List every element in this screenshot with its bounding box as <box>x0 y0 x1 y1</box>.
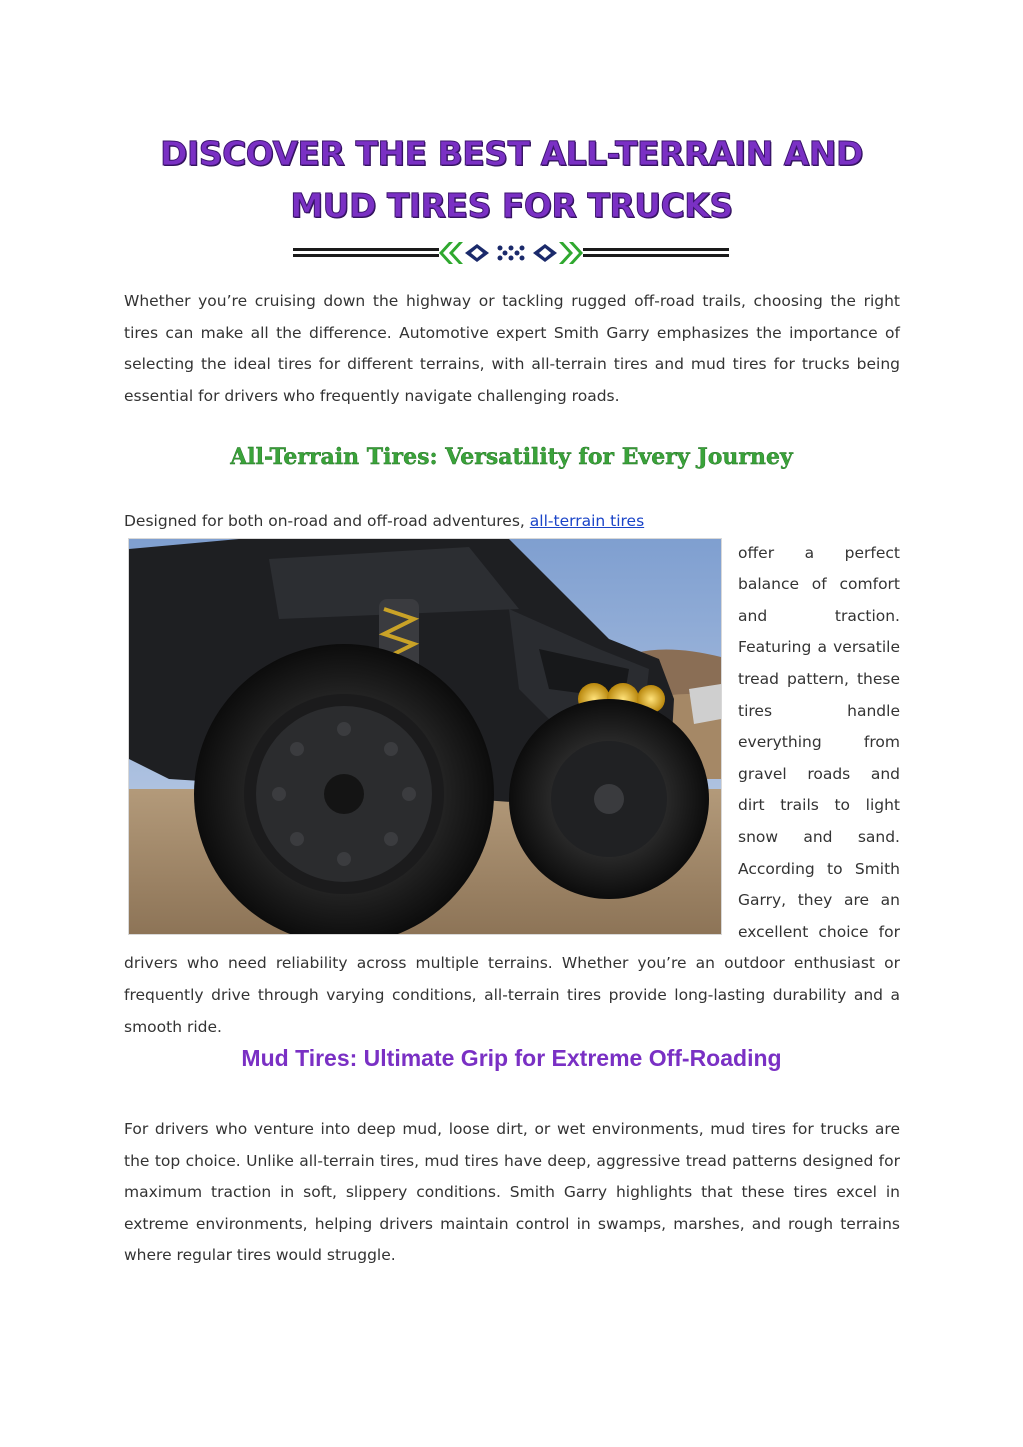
all-terrain-section-body <box>124 506 900 1043</box>
off-road-vehicle-photo <box>128 538 722 935</box>
ornamental-divider <box>293 240 729 266</box>
page-title <box>0 128 1023 232</box>
section-heading-mud-tires: Mud Tires: Ultimate Grip for Extreme Off-Roading <box>241 1045 782 1071</box>
all-terrain-tires-link[interactable]: all-terrain tires <box>529 512 645 530</box>
intro-paragraph: Whether you’re cruising down the highway or tackling rugged off-road trails, choosing the right tires can make all the difference. Automotive expert Smith Garry emphasizes the importance of selecting the ideal tires for different terrains, with all-terrain tires and mud tires for trucks being essential for drivers who frequently navigate challenging roads. <box>124 292 900 405</box>
mud-tires-paragraph: For drivers who venture into deep mud, loose dirt, or wet environments, mud tires for trucks are the top choice. Unlike all-terrain tires, mud tires have deep, aggressive tread patterns designed for maximum traction in soft, slippery conditions. Smith Garry highlights that these tires excel in extreme environments, helping drivers maintain control in swamps, marshes, and rough terrains where regular tires would struggle. <box>124 1120 900 1265</box>
title-line-1: DISCOVER THE BEST ALL-TERRAIN AND <box>160 134 863 173</box>
title-line-2: MUD TIRES FOR TRUCKS <box>290 186 733 225</box>
section-heading-all-terrain: All-Terrain Tires: Versatility for Every Journey <box>230 444 793 470</box>
paragraph-text-lead: Designed for both on-road and off-road adventures, <box>124 512 530 530</box>
paragraph-text-rest: offer a perfect balance of comfort and traction. Featuring a versatile tread pattern, these tires handle everything from gravel roads and dirt trails to light snow and sand. According to Smith Garry, they are an excellent choice for drivers who need reliability across multiple terrains. Whether you’re an outdoor enthusiast or frequently drive through varying conditions, all-terrain tires provide long-lasting durability and a smooth ride. <box>124 543 900 1036</box>
all-terrain-paragraph <box>124 506 900 1043</box>
